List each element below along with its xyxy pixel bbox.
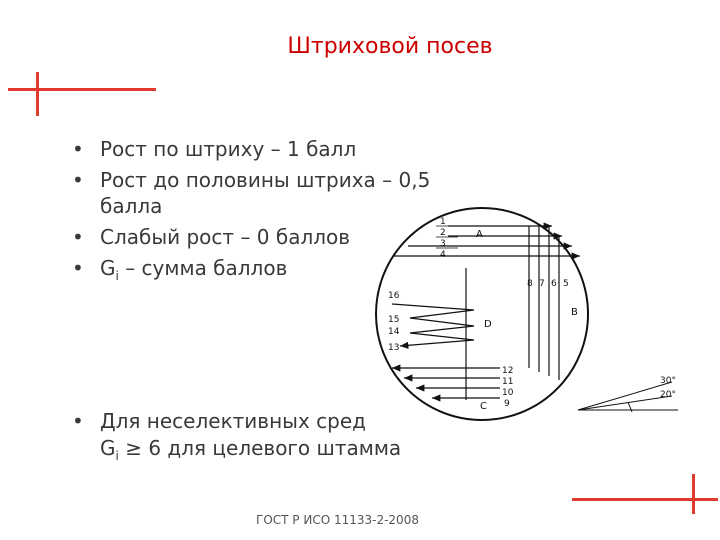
label-4: 4 [440, 250, 446, 260]
label-16: 16 [388, 291, 400, 301]
label-11: 11 [502, 377, 514, 387]
label-30deg: 30° [660, 376, 676, 386]
label-b: B [571, 307, 578, 318]
label-3: 3 [440, 239, 446, 249]
label-20deg: 20° [660, 390, 676, 400]
label-c: C [480, 401, 487, 412]
label-8: 8 [527, 279, 533, 289]
label-1: 1 [440, 217, 446, 227]
streaks-b [529, 226, 559, 380]
label-14: 14 [388, 327, 400, 337]
streaks-d [392, 304, 474, 346]
label-5: 5 [563, 279, 569, 289]
bullet-item: • $G_i$ – сумма баллов [72, 255, 472, 289]
footer-reference: ГОСТ Р ИСО 11133-2-2008 [256, 513, 419, 527]
label-13: 13 [388, 343, 400, 353]
label-6: 6 [551, 279, 557, 289]
label-9: 9 [504, 399, 510, 409]
label-7: 7 [539, 279, 545, 289]
bullet-item: • Для неселективных сред $G_i \ge 6$ для целевого штамма [72, 408, 472, 470]
label-2: 2 [440, 228, 446, 238]
label-10: 10 [502, 388, 514, 398]
bullet-item: • Рост по штриху – 1 балл [72, 136, 472, 162]
label-d: D [484, 319, 492, 330]
page-title: Штриховой посев [287, 34, 493, 59]
label-a: A [476, 229, 483, 240]
bullet-item: • Слабый рост – 0 баллов [72, 224, 472, 250]
bullet-item: • Рост до половины штриха – 0,5 балла [72, 167, 472, 219]
streaks-c [392, 368, 500, 398]
label-12: 12 [502, 366, 514, 376]
label-15: 15 [388, 315, 400, 325]
streaks-a [394, 226, 580, 256]
